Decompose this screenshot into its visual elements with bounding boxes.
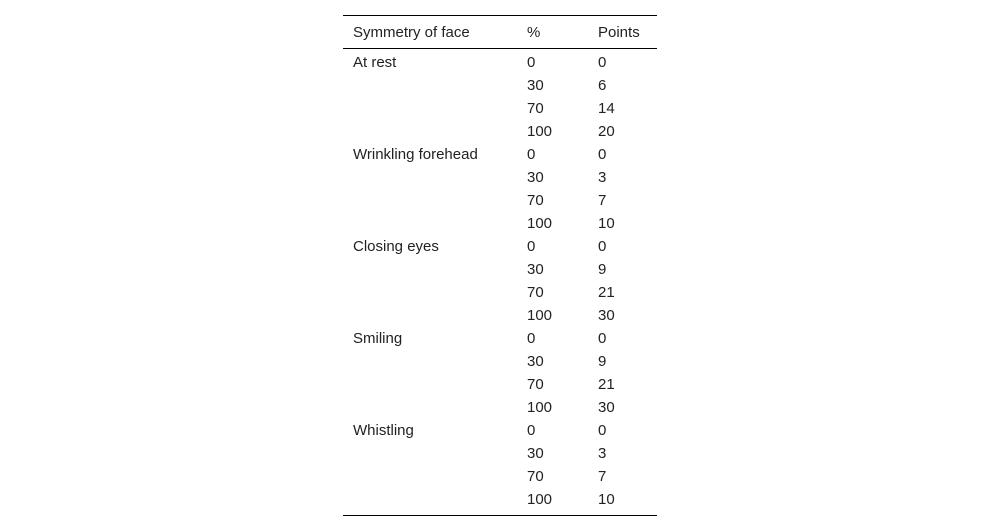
row-category (343, 281, 517, 304)
row-points: 0 (598, 422, 607, 439)
row-points: 0 (598, 330, 607, 347)
row-points: 30 (598, 307, 615, 324)
row-percent: 70 (527, 284, 544, 301)
row-category: Smiling (353, 330, 403, 347)
row-points: 7 (598, 468, 607, 485)
row-percent: 0 (527, 330, 536, 347)
table-body (343, 49, 657, 516)
table-row (343, 258, 657, 281)
row-category: Wrinkling forehead (353, 146, 478, 163)
row-percent: 0 (527, 146, 536, 163)
row-category (343, 74, 517, 97)
row-percent: 100 (527, 307, 553, 324)
table-row (343, 327, 657, 350)
row-category (343, 396, 517, 419)
row-points: 0 (598, 54, 607, 71)
table-row (343, 281, 657, 304)
row-percent: 30 (527, 261, 544, 278)
row-percent: 30 (527, 169, 544, 186)
table-row (343, 166, 657, 189)
row-category (343, 488, 517, 516)
table-row (343, 396, 657, 419)
row-percent: 0 (527, 54, 536, 71)
row-points: 3 (598, 445, 607, 462)
row-points: 6 (598, 77, 607, 94)
row-percent: 30 (527, 77, 544, 94)
table-row (343, 189, 657, 212)
table-row (343, 74, 657, 97)
row-category (343, 350, 517, 373)
table-row (343, 97, 657, 120)
table-row (343, 304, 657, 327)
table-header (343, 16, 657, 49)
row-category (343, 189, 517, 212)
row-points: 14 (598, 100, 615, 117)
row-points: 9 (598, 353, 607, 370)
table-row (343, 465, 657, 488)
row-points: 7 (598, 192, 607, 209)
row-category (343, 97, 517, 120)
table-row (343, 442, 657, 465)
row-percent: 30 (527, 353, 544, 370)
table-row (343, 212, 657, 235)
row-points: 10 (598, 215, 615, 232)
row-category: Closing eyes (353, 238, 439, 255)
row-points: 21 (598, 284, 615, 301)
header-row (343, 16, 657, 49)
header-percent: % (527, 23, 541, 41)
row-category (343, 442, 517, 465)
row-category (343, 212, 517, 235)
table-row (343, 235, 657, 258)
row-percent: 100 (527, 491, 553, 508)
row-percent: 70 (527, 376, 544, 393)
row-percent: 0 (527, 422, 536, 439)
row-points: 30 (598, 399, 615, 416)
row-percent: 100 (527, 123, 553, 140)
row-percent: 100 (527, 399, 553, 416)
row-category: Whistling (353, 422, 414, 439)
row-category (343, 166, 517, 189)
row-percent: 30 (527, 445, 544, 462)
row-category (343, 465, 517, 488)
row-points: 10 (598, 491, 615, 508)
table-row (343, 419, 657, 442)
symmetry-table (343, 15, 657, 516)
row-percent: 70 (527, 468, 544, 485)
row-percent: 100 (527, 215, 553, 232)
table-row (343, 350, 657, 373)
header-points: Points (598, 23, 640, 41)
row-category: At rest (353, 54, 397, 71)
row-points: 3 (598, 169, 607, 186)
row-category (343, 120, 517, 143)
table-row (343, 373, 657, 396)
row-points: 0 (598, 146, 607, 163)
row-category (343, 304, 517, 327)
row-category (343, 258, 517, 281)
table-row (343, 120, 657, 143)
row-points: 21 (598, 376, 615, 393)
row-category (343, 373, 517, 396)
symmetry-table-container (343, 15, 657, 516)
row-percent: 0 (527, 238, 536, 255)
table-row (343, 488, 657, 516)
row-points: 0 (598, 238, 607, 255)
table-row (343, 49, 657, 75)
row-points: 9 (598, 261, 607, 278)
row-percent: 70 (527, 100, 544, 117)
table-row (343, 143, 657, 166)
row-percent: 70 (527, 192, 544, 209)
header-symmetry-of-face: Symmetry of face (353, 23, 470, 41)
row-points: 20 (598, 123, 615, 140)
